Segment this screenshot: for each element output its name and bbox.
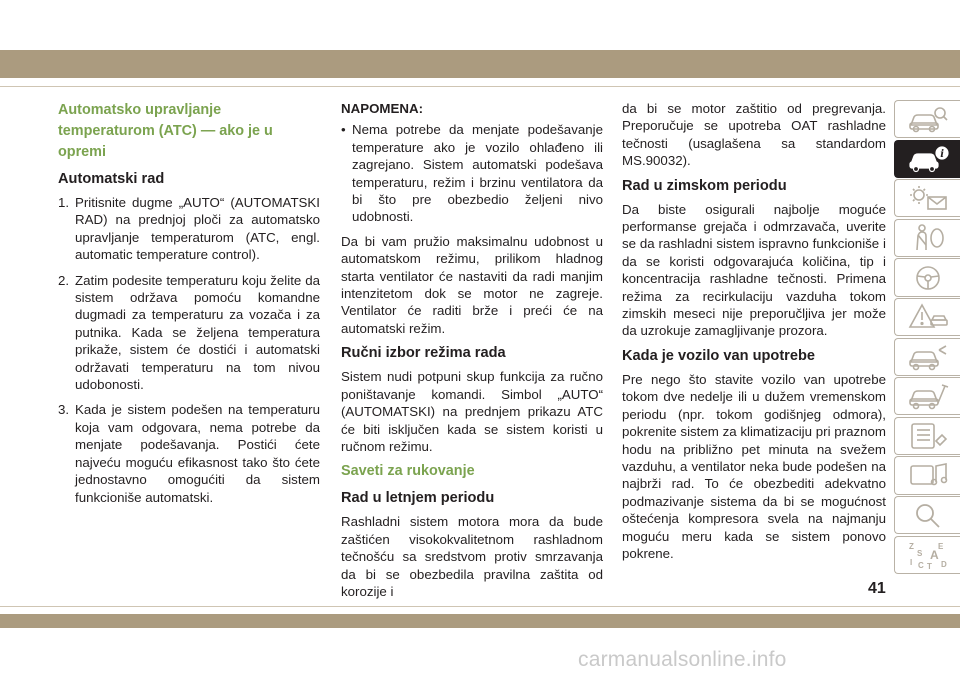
note-title: NAPOMENA: [341,101,423,116]
tab-search[interactable] [894,496,960,534]
section-title-line-2: temperaturom (ATC) — ako je u [58,123,273,139]
section-title [58,100,320,163]
svg-text:i: i [939,148,944,160]
bullet: • [341,122,346,138]
winter-heading: Rad u zimskom periodu [622,177,787,194]
steps-list [58,194,320,506]
tab-checklist[interactable] [894,417,960,455]
section-title-line-3: opremi [58,144,106,160]
index-letter: C [917,560,924,570]
summer-heading: Rad u letnjem periodu [341,490,495,507]
tab-car-info[interactable] [894,140,960,178]
section-title-line-1: Automatsko upravljanje [58,102,222,118]
paragraph: Sistem nudi potpuni skup funkcija za ručno poništavanje komandi. Simbol „AUTO“ (AUTOMATSKI) na prednjem prikazu ATC će biti isključen kada se sistem koristi u ručnom režimu. [341,369,603,454]
tab-lights-mail[interactable] [894,179,960,217]
step-number: 2. [58,272,70,288]
tab-wrench-car[interactable] [894,377,960,415]
tab-seatbelt-airbag[interactable] [894,219,960,257]
step-item [58,194,320,264]
index-letter: E [937,541,943,551]
left-column [58,100,320,514]
tab-index[interactable] [894,536,960,574]
manual-mode-heading: Ručni izbor režima rada [341,345,506,362]
tab-warning-car[interactable] [894,298,960,336]
tow-car-icon [906,342,950,372]
index-letter: A [929,547,939,562]
index-letters-icon [906,540,950,570]
multimedia-icon [906,460,950,490]
checklist-icon [906,421,950,451]
index-letter: T [926,561,932,570]
index-letter: D [940,559,947,569]
step-number: 3. [58,402,70,418]
right-column [622,100,886,569]
step-text: Zatim podesite temperaturu koju želite da sistem održava pomoću komandne dugmadi za temperaturu za vozača i za putnika. Kada se željena temperatura prikaže, sistem će dostići i automatski održavati temperaturu na tom nivou udobonosti. [75,272,320,393]
chapter-tabs [894,100,960,575]
index-letter: Z [908,541,914,551]
middle-column [341,100,603,607]
steering-icon [906,263,950,293]
note-item [341,121,603,225]
seatbelt-airbag-icon [906,223,950,253]
header-rule [0,86,960,87]
tab-steering[interactable] [894,258,960,296]
tab-car-search[interactable] [894,100,960,138]
paragraph: Da bi vam pružio maksimalnu udobnost u automatskom režimu, prilikom hladnog starta ventilator će nastaviti da radi manjim intenzitetom dok se motor ne zagreje. Ventilator će raditi brže i preći će na automatski režim. [341,233,603,336]
step-text: Kada je sistem podešen na temperaturu koja vam odgovara, nema potrebe da menjate podešavanja. Postići ćete najveću moguću efikasnost tako što ćete jednostavno omogućiti da sistem funkcioniše automatski. [75,402,320,505]
paragraph: Pre nego što stavite vozilo van upotrebe tokom dve nedelje ili u dužem vremenskom periodu (npr. tokom godišnjeg odmora), pokrenite sistem za klimatizaciju pri praznom hodu na približno pet minuta na svežem vazduhu, a ventilator neka bude podešen na najbrži rad. To će obezbediti adekvatno podmazivanje sistema da bi se mogućnost oštećenja kompresora svela na najmanju moguću meru kada se sistem ponovo pokrene. [622,371,886,561]
index-letter: S [916,548,922,558]
step-item [58,401,320,505]
footer-rule [0,606,960,607]
tab-multimedia[interactable] [894,456,960,494]
car-search-icon [906,104,950,134]
paragraph: Rashladni sistem motora mora da bude zaštićen visokokvalitetnom rashladnom tečnošću sa sredstvom protiv smrzavanja da bi se obezbedila pravilna zaštita od korozije i [341,514,603,599]
page-number: 41 [868,580,886,597]
note-list [341,121,603,225]
header-band [0,50,960,78]
wrench-car-icon [906,381,950,411]
search-icon [906,500,950,530]
lights-mail-icon [906,183,950,213]
index-letter: I [909,557,912,567]
footer-band [0,614,960,628]
paragraph: Da biste osigurali najbolje moguće performanse grejača i odmrzavača, uverite se da rashladni sistem ispravno funkcioniše i da se koristi odgovarajuća količina, tip i koncentracija rashladne tečnosti. Primena režima za recirkulaciju vazduha tokom zimskih meseci nije preporučljiva jer može da uzrokuje zamagljivanje prozora. [622,201,886,339]
warning-car-icon [906,302,950,332]
tab-tow-car[interactable] [894,338,960,376]
car-info-icon [906,144,950,174]
watermark: carmanualsonline.info [578,648,787,671]
tips-heading: Saveti za rukovanje [341,463,475,480]
step-text: Pritisnite dugme „AUTO“ (AUTOMATSKI RAD) na prednjoj ploči za automatsko upravljanje temperaturom (ATC, engl. automatic temperature control). [75,195,320,263]
unused-vehicle-heading: Kada je vozilo van upotrebe [622,347,816,364]
step-number: 1. [58,195,70,210]
step-item [58,272,320,394]
note-text: Nema potrebe da menjate podešavanje temperature ako je vozilo ohlađeno ili zagrejano. Sistem automatski podešava temperaturu, režim i brzinu ventilatora da bi što pre obezbedio željeni nivo udobnosti. [352,122,603,225]
subsection-automatic-heading: Automatski rad [58,171,165,187]
paragraph: da bi se motor zaštitio od pregrevanja. Preporučuje se upotreba OAT rashladne tečnosti (usaglašena sa standardom MS.90032). [622,101,886,169]
